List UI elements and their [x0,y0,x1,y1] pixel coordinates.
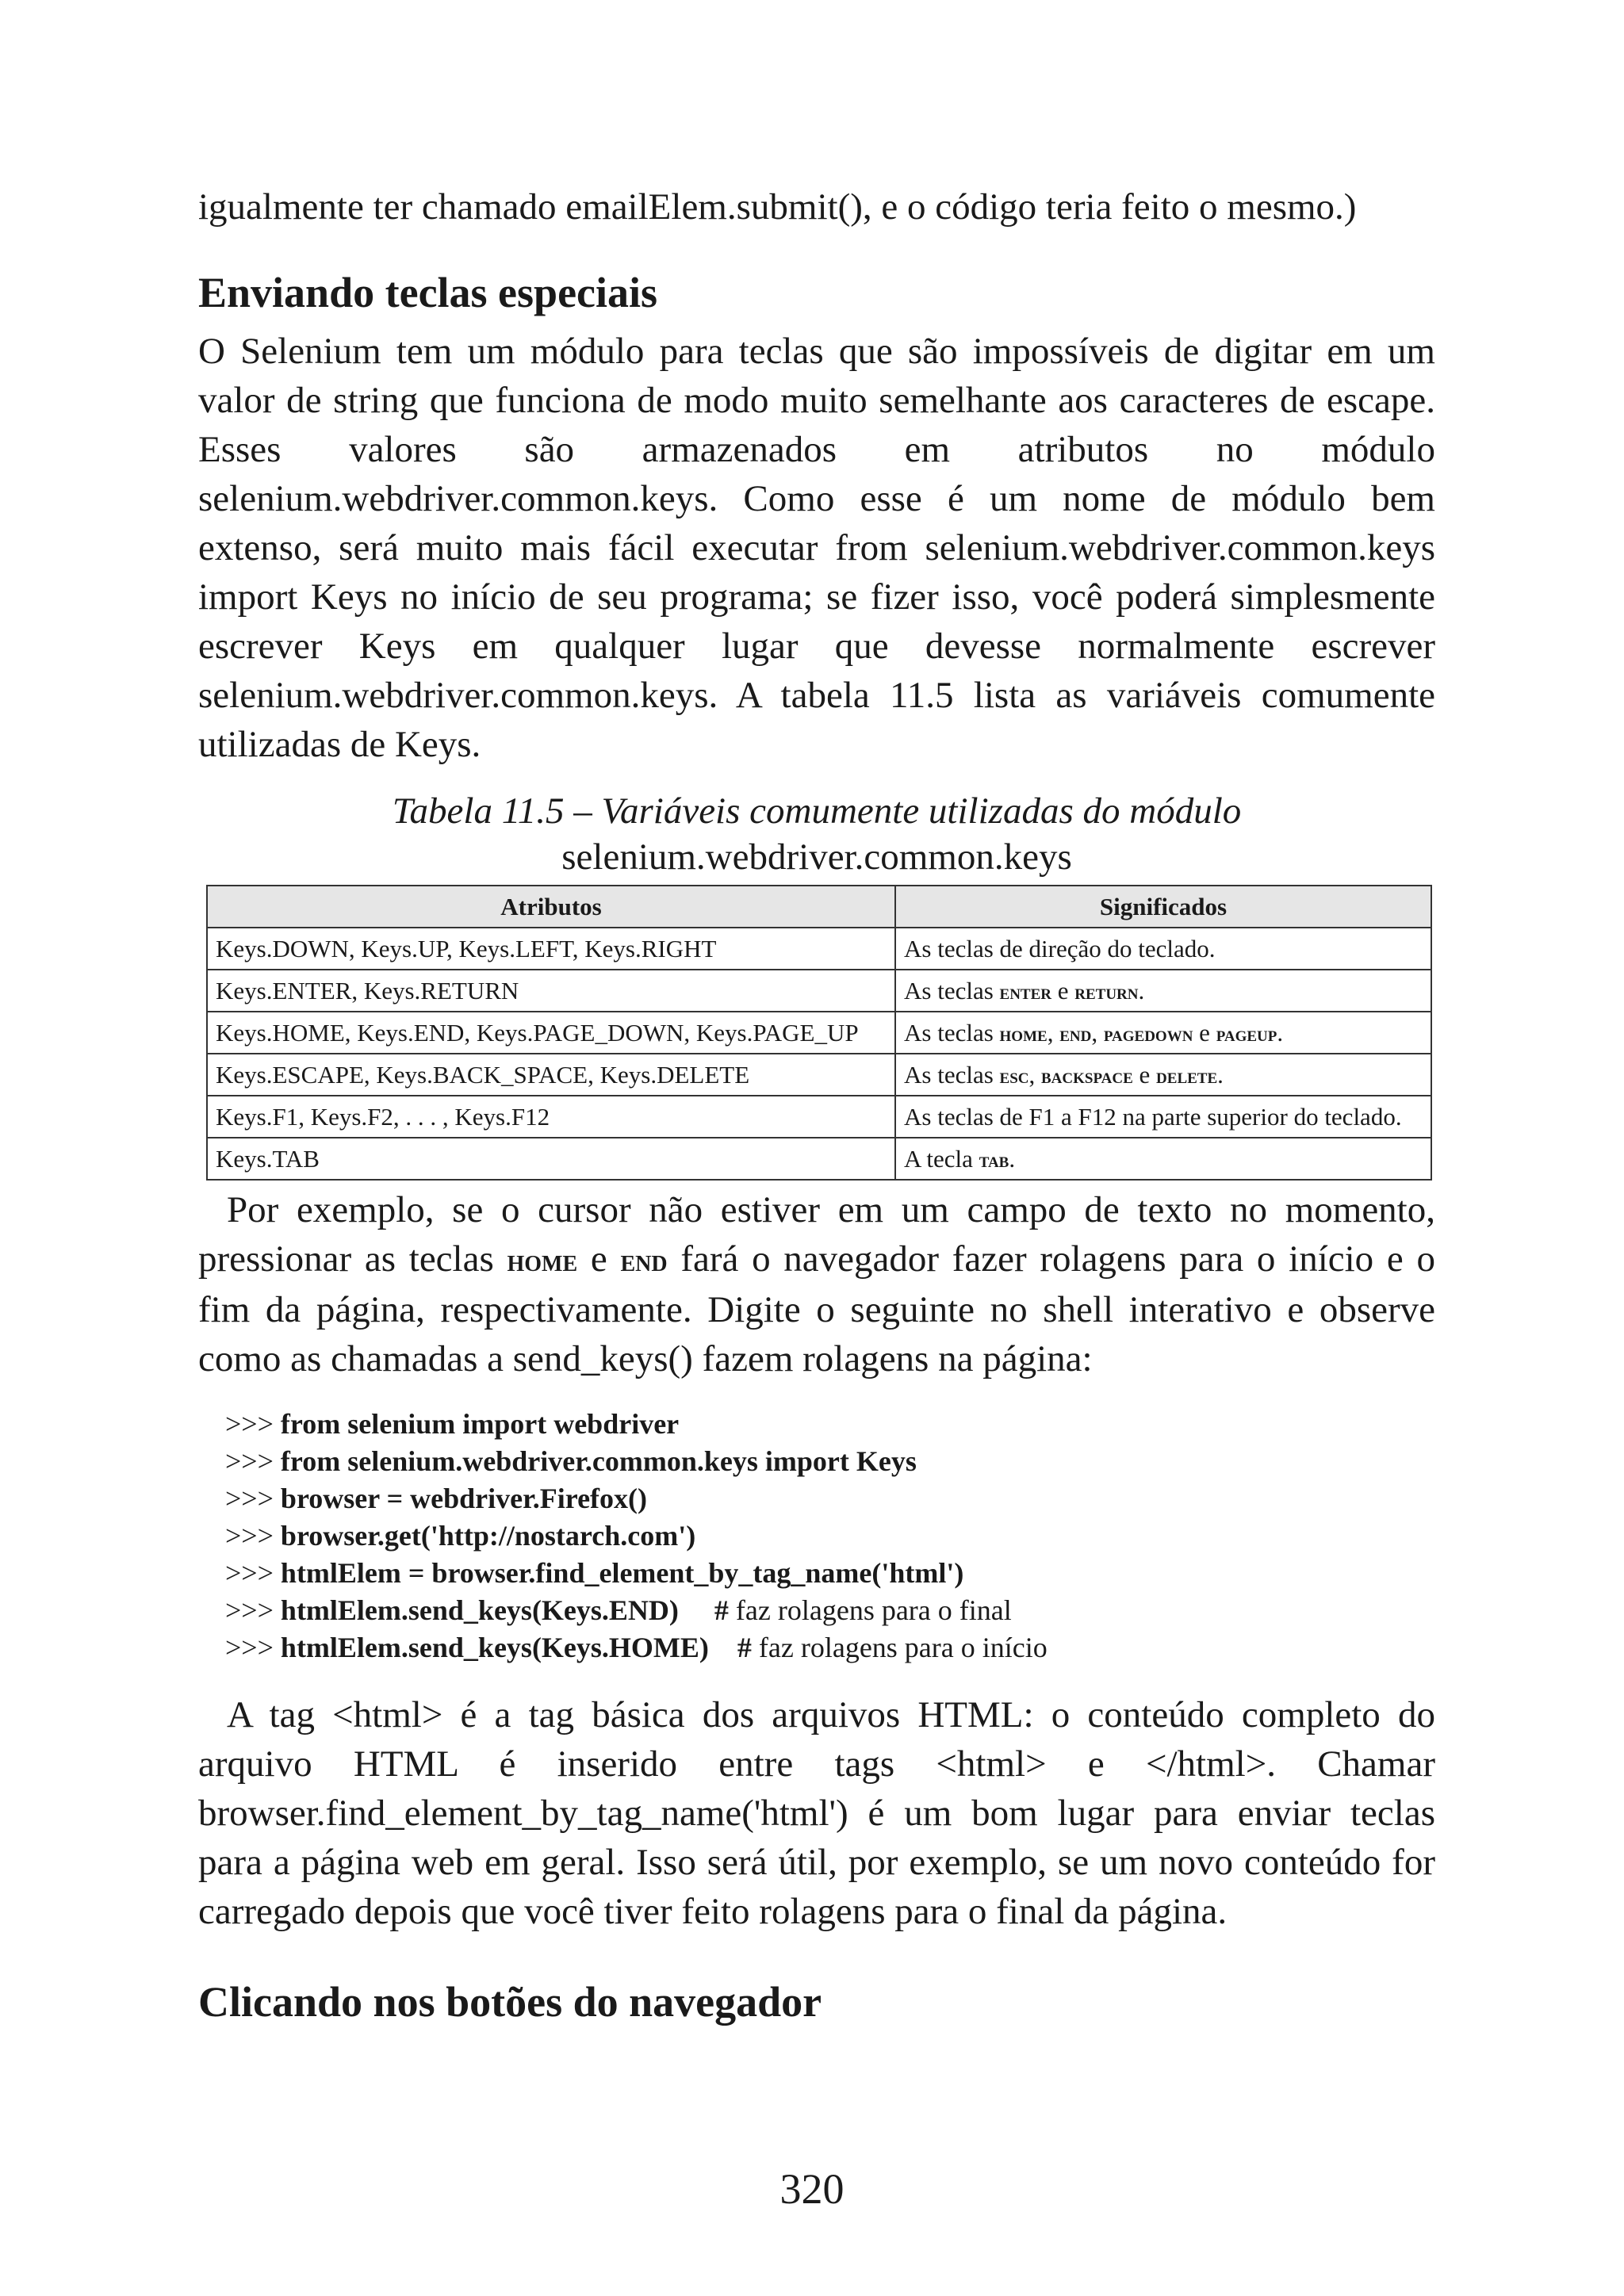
key-label: enter [999,979,1051,1004]
code-line [225,1555,1435,1592]
table-row [207,1138,1431,1180]
code-prompt: >>> [225,1445,281,1477]
key-label: tab [979,1147,1009,1172]
table-row [207,1096,1431,1138]
key-end: end [620,1242,668,1278]
cell-meaning [895,970,1431,1012]
code-gap [709,1632,737,1663]
cell-attribute: Keys.ESCAPE, Keys.BACK_SPACE, Keys.DELETE [207,1054,895,1096]
table-caption-module: selenium.webdriver.common.keys [561,836,1072,878]
key-label: end [1059,1021,1092,1046]
header-meanings: Significados [895,886,1431,928]
page-number: 320 [779,2165,845,2213]
key-label: return [1074,979,1139,1004]
code-prompt: >>> [225,1408,281,1440]
key-separator: , [1028,1060,1041,1089]
code-statement: browser.get('http://nostarch.com') [280,1520,696,1552]
example-text-start: Por exemplo, se o cursor não estiver em um campo de texto no momento, pressionar as teclas [198,1189,1435,1280]
code-prompt: >>> [225,1483,281,1514]
cell-meaning [895,1096,1431,1138]
section-heading-browser-buttons: Clicando nos botões do navegador [198,1978,822,2026]
table-row [207,1012,1431,1054]
code-statement: htmlElem.send_keys(Keys.HOME) [280,1632,709,1663]
meaning-text: As teclas de direção do teclado. [904,934,1216,962]
key-separator: , [1047,1018,1060,1047]
meaning-text: As teclas de F1 a F12 na parte superior do teclado. [904,1102,1402,1131]
meaning-text: As teclas [904,1018,1000,1047]
key-separator: e [1193,1018,1216,1047]
key-separator: , [1091,1018,1104,1047]
section-heading-special-keys: Enviando teclas especiais [198,269,658,316]
cell-attribute: Keys.TAB [207,1138,895,1180]
code-prompt: >>> [225,1594,281,1626]
code-line [225,1480,1435,1517]
key-label: esc [999,1063,1029,1088]
table-header-row [207,886,1431,928]
code-line [225,1592,1435,1629]
meaning-suffix: . [1277,1018,1284,1047]
key-label: home [999,1021,1048,1046]
example-text-end: fará o navegador fazer rolagens para o início e o fim da página, respectivamente. Digite o seguinte no shell interativo e observe como as chamadas a send_keys() fazem rolagens na página: [198,1238,1435,1380]
header-attributes: Atributos [207,886,895,928]
key-label: pagedown [1103,1021,1193,1046]
code-gap [679,1594,714,1626]
code-line [225,1517,1435,1555]
table-caption-title: Tabela 11.5 – Variáveis comumente utilizadas do módulo [392,790,1242,832]
meaning-suffix: . [1138,976,1145,1004]
code-line [225,1443,1435,1480]
example-paragraph [198,1185,1435,1383]
code-block [198,1406,1435,1667]
keys-table [206,885,1432,1181]
code-prompt: >>> [225,1557,281,1589]
meaning-text: As teclas [904,976,1000,1004]
table-body [207,928,1431,1180]
code-prompt: >>> [225,1520,281,1552]
html-tag-paragraph: A tag <html> é a tag básica dos arquivos HTML: o conteúdo completo do arquivo HTML é inserido entre tags <html> e </html>. Chamar browser.find_element_by_tag_name('html') é um bom lugar para enviar teclas para a página web em geral. Isso será útil, por exemplo, se um novo conteúdo for carregado depois que você tiver feito rolagens para o final da página. [198,1694,1435,1932]
table-row [207,928,1431,970]
code-comment-hash: # [714,1594,729,1626]
key-label: pageup [1216,1021,1277,1046]
code-prompt: >>> [225,1632,281,1663]
key-label: backspace [1041,1063,1133,1088]
code-comment-hash: # [737,1632,752,1663]
code-line [225,1629,1435,1667]
top-line: igualmente ter chamado emailElem.submit(), e o código teria feito o mesmo.) [198,186,1357,228]
cell-meaning [895,1054,1431,1096]
meaning-suffix: . [1009,1144,1016,1173]
key-home: home [507,1242,578,1278]
code-statement: htmlElem = browser.find_element_by_tag_name('html') [280,1557,964,1589]
code-statement: htmlElem.send_keys(Keys.END) [280,1594,679,1626]
meaning-text: As teclas [904,1060,1000,1089]
cell-meaning [895,1012,1431,1054]
key-separator: e [1132,1060,1157,1089]
key-label: delete [1156,1063,1218,1088]
example-text-and: e [577,1238,621,1280]
code-statement: browser = webdriver.Firefox() [280,1483,648,1514]
cell-meaning [895,1138,1431,1180]
cell-attribute: Keys.F1, Keys.F2, . . . , Keys.F12 [207,1096,895,1138]
code-statement: from selenium import webdriver [280,1408,680,1440]
meaning-suffix: . [1217,1060,1224,1089]
code-line [225,1406,1435,1443]
page-content [198,182,1435,2030]
cell-meaning [895,928,1431,970]
section-paragraph-special-keys: O Selenium tem um módulo para teclas que são impossíveis de digitar em um valor de string que funciona de modo muito semelhante aos caracteres de escape. Esses valores são armazenados em atributos no módulo selenium.webdriver.common.keys. Como esse é um nome de módulo bem extenso, será muito mais fácil executar from selenium.webdriver.common.keys import Keys no início de seu programa; se fizer isso, você poderá simplesmente escrever Keys em qualquer lugar que devesse normalmente escrever selenium.webdriver.common.keys. A tabela 11.5 lista as variáveis comumente utilizadas de Keys. [198,331,1435,765]
code-comment: faz rolagens para o final [728,1594,1012,1626]
meaning-text: A tecla [904,1144,979,1173]
table-row [207,970,1431,1012]
cell-attribute: Keys.ENTER, Keys.RETURN [207,970,895,1012]
code-comment: faz rolagens para o início [751,1632,1048,1663]
code-statement: from selenium.webdriver.common.keys import Keys [280,1445,917,1477]
cell-attribute: Keys.HOME, Keys.END, Keys.PAGE_DOWN, Keys.PAGE_UP [207,1012,895,1054]
table-row [207,1054,1431,1096]
cell-attribute: Keys.DOWN, Keys.UP, Keys.LEFT, Keys.RIGHT [207,928,895,970]
key-separator: e [1051,976,1075,1004]
table-caption [198,788,1435,880]
